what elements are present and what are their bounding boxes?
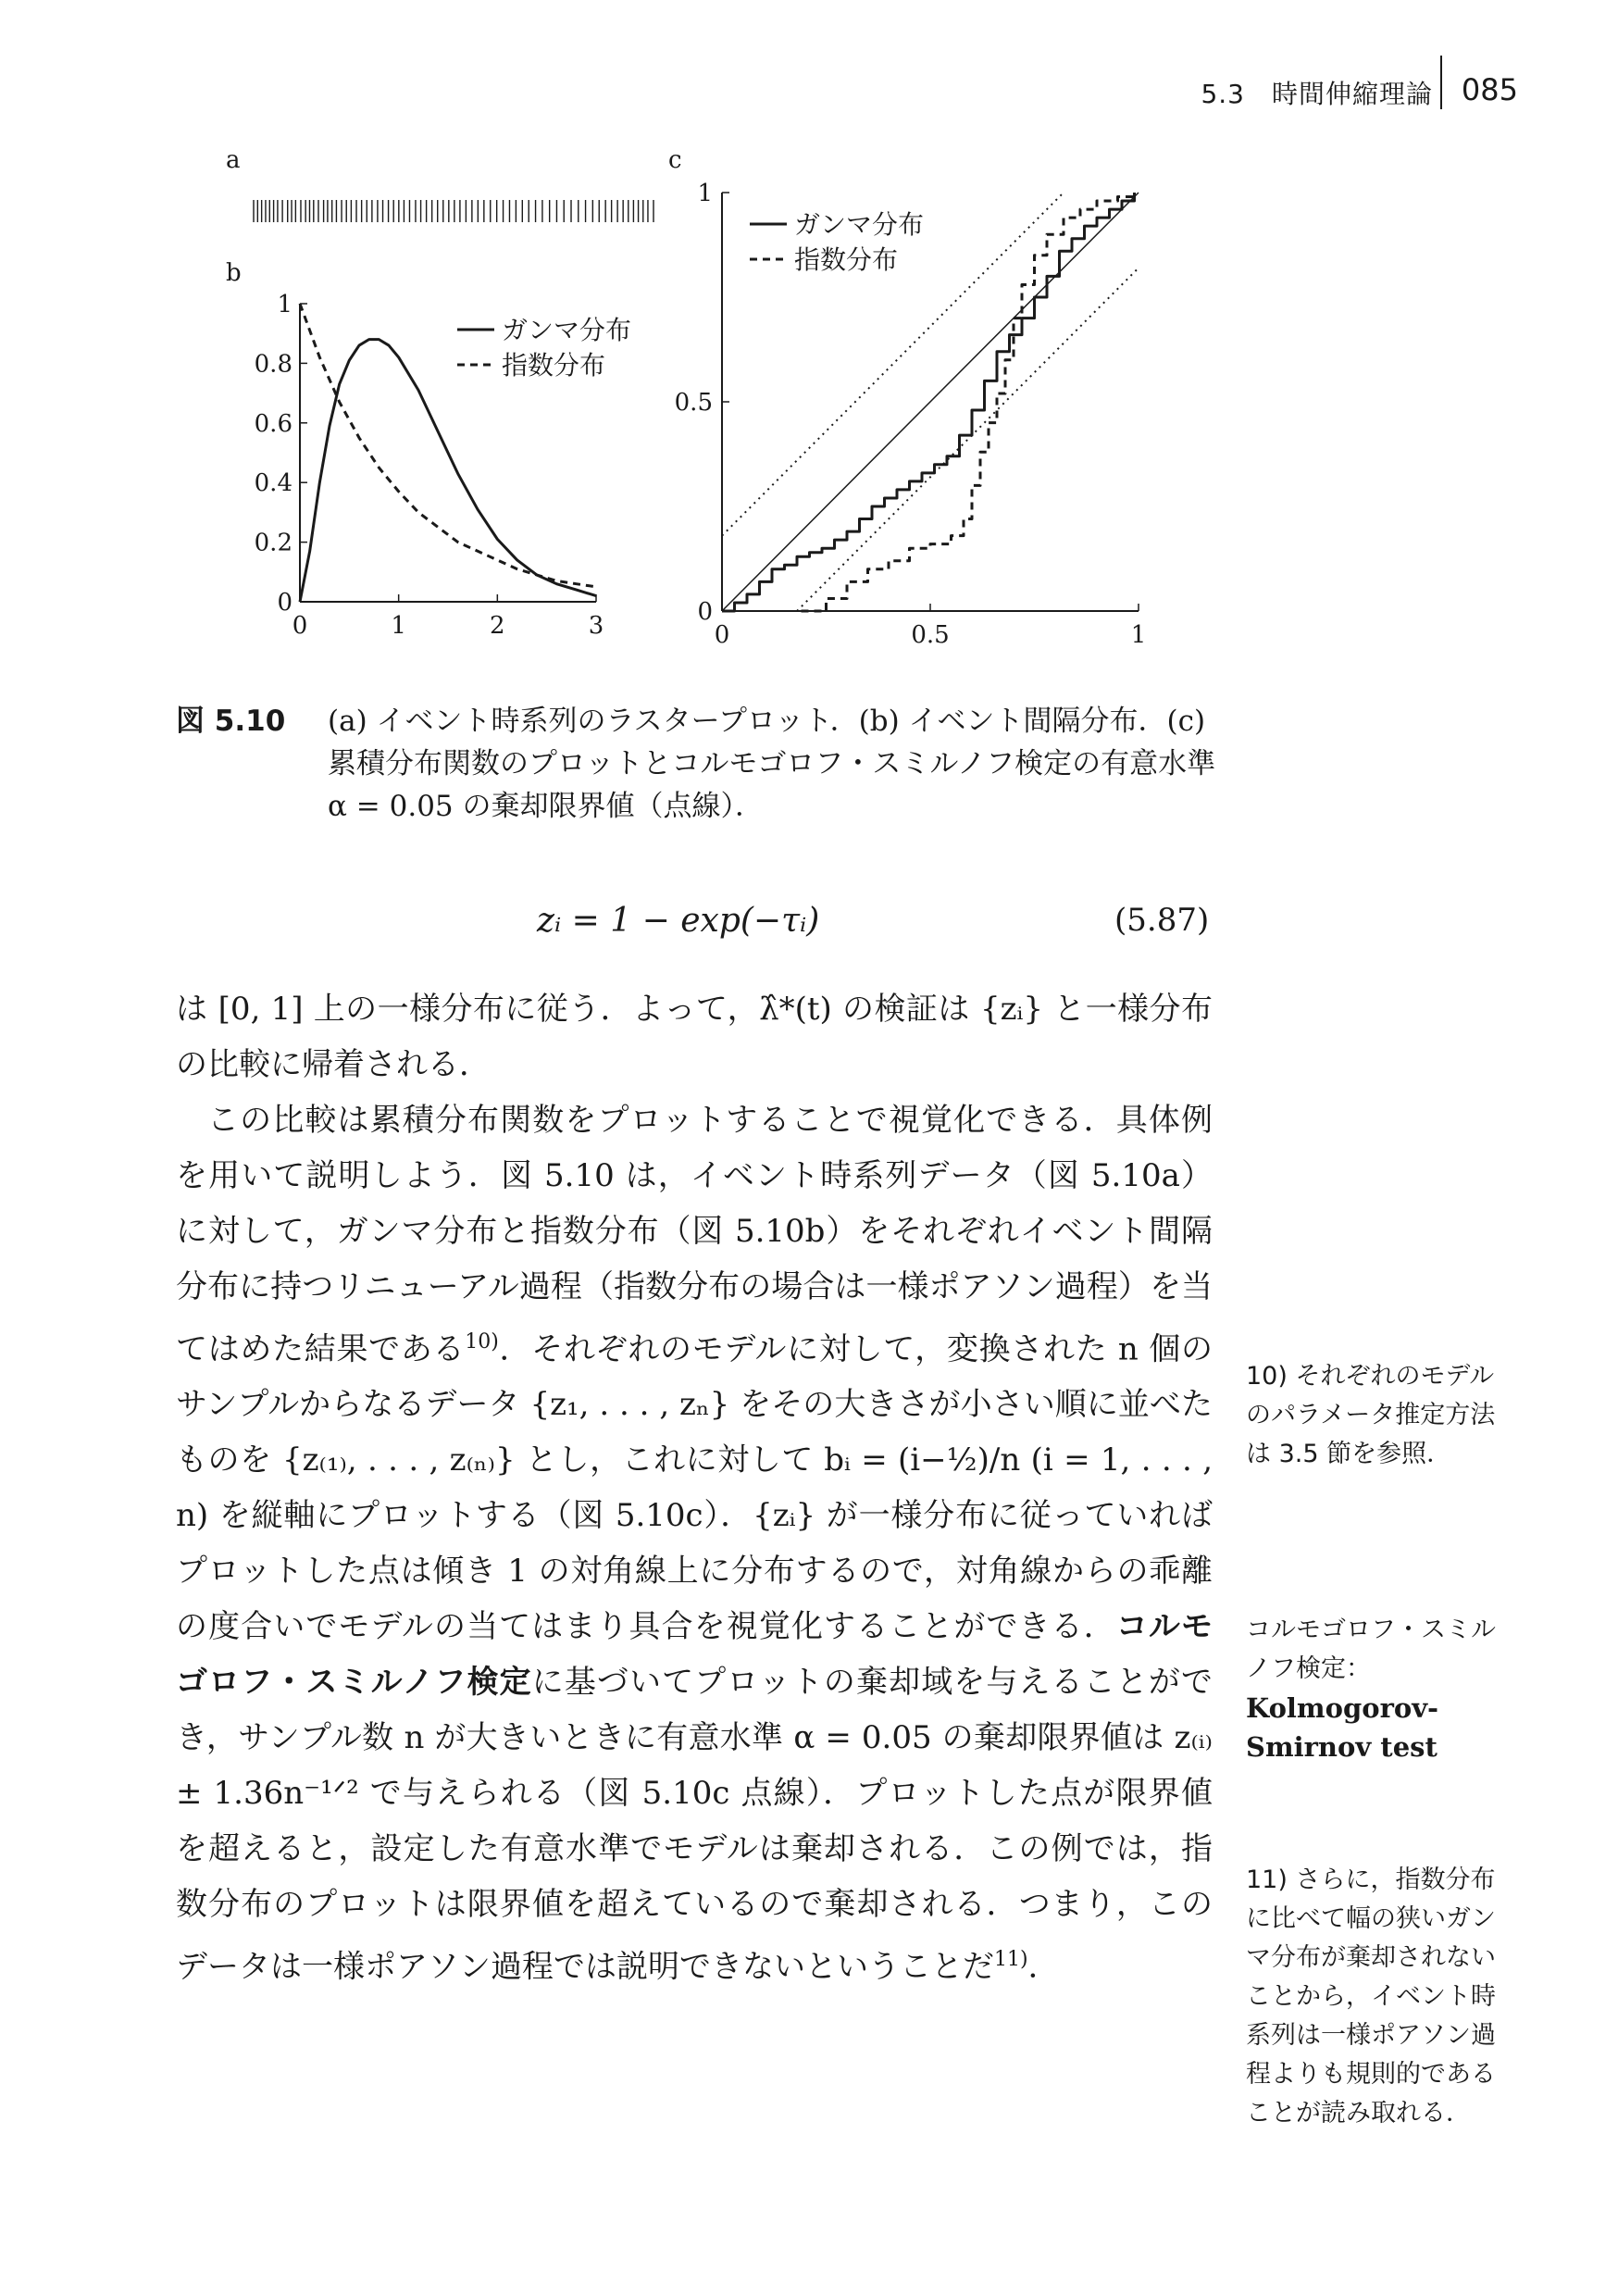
equation-number: (5.87) (1114, 902, 1210, 939)
margin-note-term (1246, 1611, 1514, 1766)
y-tick-label-5: 1 (277, 291, 292, 318)
y-tick-label-0: 0 (277, 589, 292, 617)
section-title: 5.3 時間伸縮理論 (1201, 79, 1433, 109)
paragraph-2-part-a: この比較は累積分布関数をプロットすることで視覚化できる．具体例を用いて説明しよう．図 5.10 は，イベント時系列データ（図 5.10a）に対して，ガンマ分布と指数分布（図 5.10b）をそれぞれイベント間隔分布に持つリニューアル過程（指数分布の場合は一様ポアソン過程）を当てはめた結果である (176, 1102, 1213, 1368)
x-tick-label-1: 0.5 (911, 621, 950, 649)
series-line-1 (300, 304, 596, 587)
y-tick-label-0: 0 (697, 598, 713, 626)
legend-label-0: ガンマ分布 (502, 315, 632, 345)
term-japanese: コルモゴロフ・スミルノフ検定： (1246, 1616, 1496, 1683)
y-tick-label-1: 0.5 (674, 389, 713, 417)
body-text (176, 981, 1213, 1995)
cdf-plot-chart (663, 172, 1163, 663)
panel-a-label: a (226, 146, 241, 174)
page-number: 085 (1461, 72, 1518, 107)
key-term: コルモゴロフ・スミルノフ検定 (176, 1608, 1213, 1702)
caption-text: (a) イベント時系列のラスタープロット．(b) イベント間隔分布．(c) 累積分布関数のプロットとコルモゴロフ・スミルノフ検定の有意水準 α = 0.05 の棄却限界値（点線）． (328, 705, 1216, 823)
footnote-ref-10[interactable]: 10) (465, 1330, 499, 1354)
legend-label-0: ガンマ分布 (794, 209, 925, 240)
interval-distribution-chart (235, 289, 661, 659)
x-tick-label-3: 3 (588, 612, 604, 640)
series-line-4 (797, 268, 1139, 611)
paragraph-2-end: ． (1027, 1948, 1060, 1986)
y-tick-label-2: 0.4 (254, 469, 292, 498)
paragraph-2 (176, 1092, 1213, 1995)
y-tick-label-2: 1 (697, 180, 713, 207)
margin-note-10: 10) それぞれのモデルのパラメータ推定方法は 3.5 節を参照． (1246, 1362, 1496, 1468)
panel-c-label: c (668, 146, 682, 174)
term-english: Kolmogorov-Smirnov test (1246, 1692, 1439, 1763)
legend-label-1: 指数分布 (794, 244, 899, 275)
series-line-2 (722, 193, 1139, 611)
x-tick-label-0: 0 (714, 621, 730, 649)
x-tick-label-2: 1 (1130, 621, 1147, 649)
x-tick-label-1: 1 (391, 612, 406, 640)
raster-plot (250, 198, 657, 226)
y-tick-label-1: 0.2 (254, 529, 292, 557)
legend-label-1: 指数分布 (502, 350, 606, 381)
y-tick-label-3: 0.6 (254, 409, 292, 438)
footnote-ref-11[interactable]: 11) (994, 1948, 1028, 1972)
margin-note-11: 11) さらに，指数分布に比べて幅の狭いガンマ分布が棄却されないことから，イベント時系列は一様ポアソン過程よりも規則的であることが読み取れる． (1246, 1866, 1496, 2128)
x-tick-label-0: 0 (292, 612, 308, 640)
y-tick-label-4: 0.8 (254, 350, 292, 379)
paragraph-2-part-c: に基づいてプロットの棄却域を与えることができ，サンプル数 n が大きいときに有意水準 α = 0.05 の棄却限界値は z₍ᵢ₎ ± 1.36n⁻¹ᐟ² で与えられる（図 5.10c 点線）．プロットした点が限界値を超えると，設定した有意水準でモデルは棄却される．この例では，指数分布のプロットは限界値を超えているので棄却される．つまり，このデータは一様ポアソン過程では説明できないということだ (176, 1664, 1213, 1986)
caption-number: 図 5.10 (176, 705, 286, 738)
header-rule (1440, 56, 1442, 109)
paragraph-2-part-b: ．それぞれのモデルに対して，変換された n 個のサンプルからなるデータ {z₁, . . . , zₙ} をその大きさが小さい順に並べたものを {z₍₁₎, . . . , z₍ₙ₎} とし，これに対して bᵢ = (i−½)/n (i = 1, . . . , n) を縦軸にプロットする（図 5.10c）．{zᵢ} が一様分布に従っていればプロットした点は傾き 1 の対角線上に分布するので，対角線からの乖離の度合いでモデルの当てはまり具合を視覚化することができる． (176, 1330, 1214, 1646)
x-tick-label-2: 2 (490, 612, 505, 640)
panel-b-label: b (226, 259, 242, 287)
running-header (0, 56, 1618, 130)
paragraph-1: は [0, 1] 上の一様分布に従う．よって，λ̂*(t) の検証は {zᵢ} と一様分布の比較に帰着される． (176, 991, 1213, 1083)
equation-5-87: zᵢ = 1 − exp(−τᵢ) (537, 902, 820, 940)
